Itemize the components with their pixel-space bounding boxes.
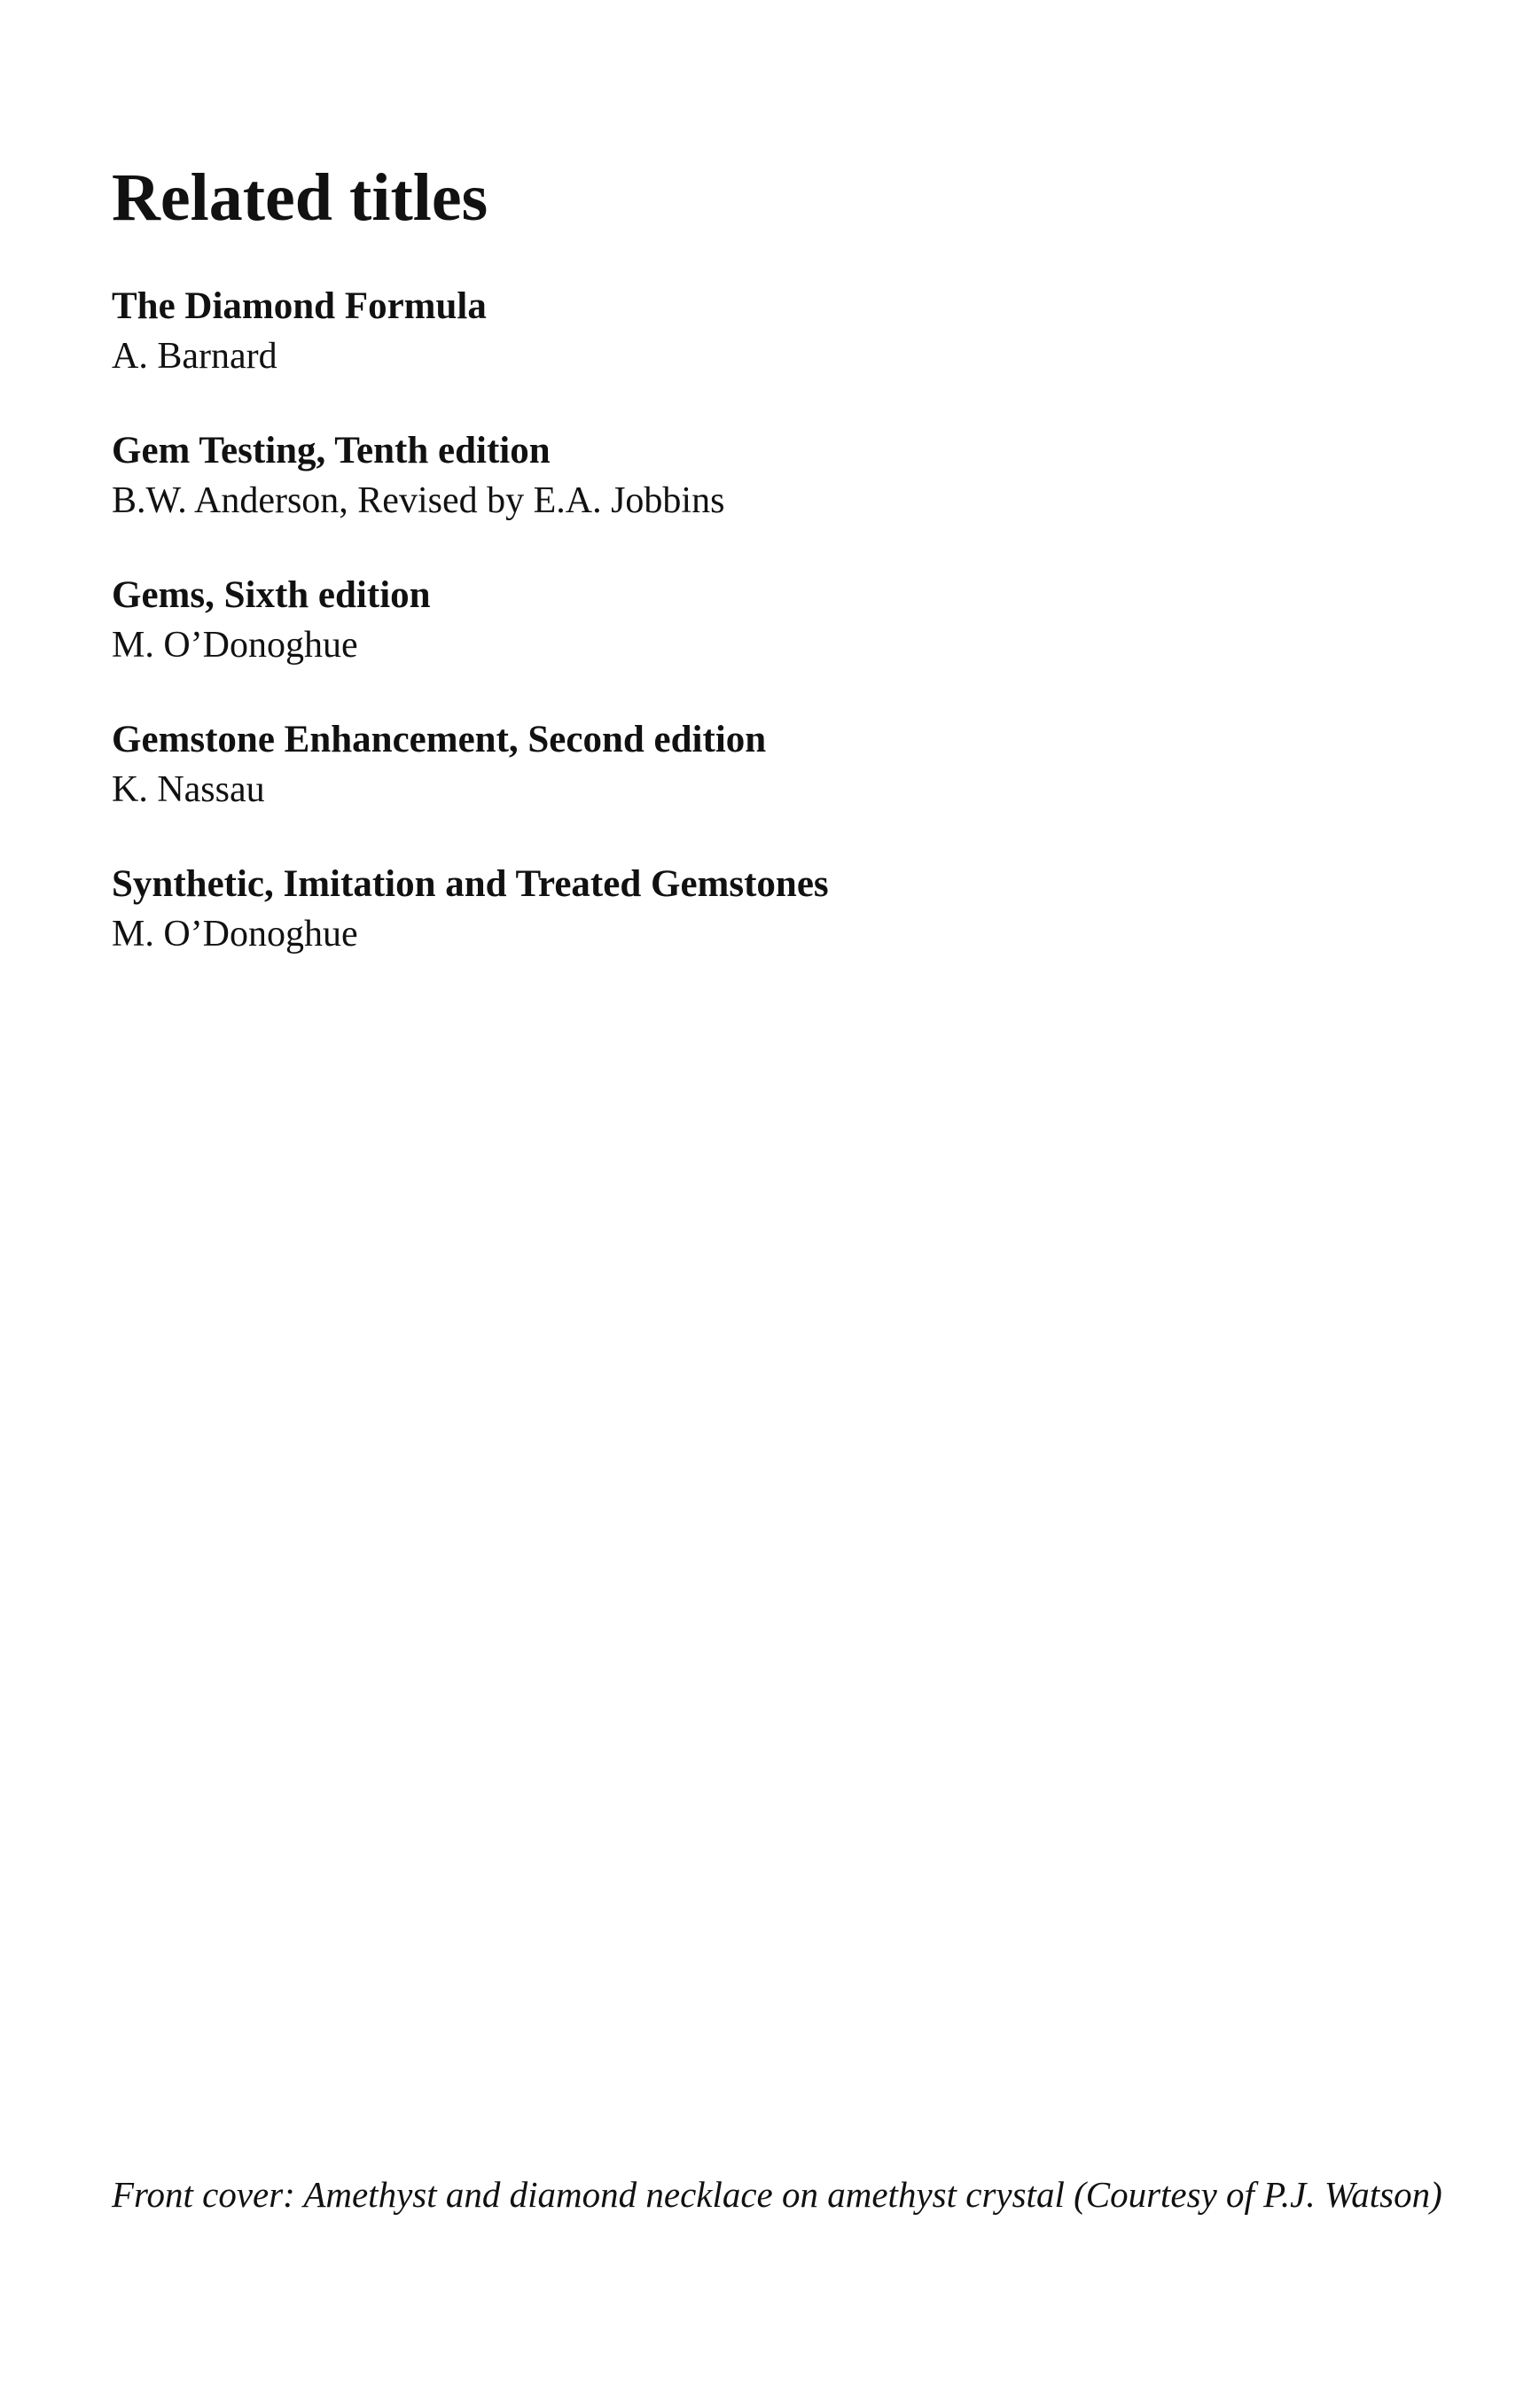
book-title: The Diamond Formula <box>112 285 487 327</box>
list-item <box>112 426 1424 526</box>
related-titles-list <box>112 282 1424 1004</box>
list-item <box>112 715 1424 814</box>
book-title: Synthetic, Imitation and Treated Gemstones <box>112 863 829 905</box>
list-item <box>112 571 1424 670</box>
list-item <box>112 860 1424 959</box>
book-author: M. O’Donoghue <box>112 625 358 666</box>
front-cover-note: Front cover: Amethyst and diamond necklace on amethyst crystal (Courtesy of P.J. Watson) <box>112 2174 1442 2215</box>
book-author: A. Barnard <box>112 336 277 377</box>
list-item <box>112 282 1424 381</box>
book-title: Gem Testing, Tenth edition <box>112 430 551 471</box>
book-title: Gemstone Enhancement, Second edition <box>112 719 767 760</box>
page-heading: Related titles <box>112 160 488 235</box>
book-author: B.W. Anderson, Revised by E.A. Jobbins <box>112 480 725 521</box>
book-title: Gems, Sixth edition <box>112 574 431 616</box>
book-author: K. Nassau <box>112 769 265 810</box>
book-author: M. O’Donoghue <box>112 914 358 955</box>
